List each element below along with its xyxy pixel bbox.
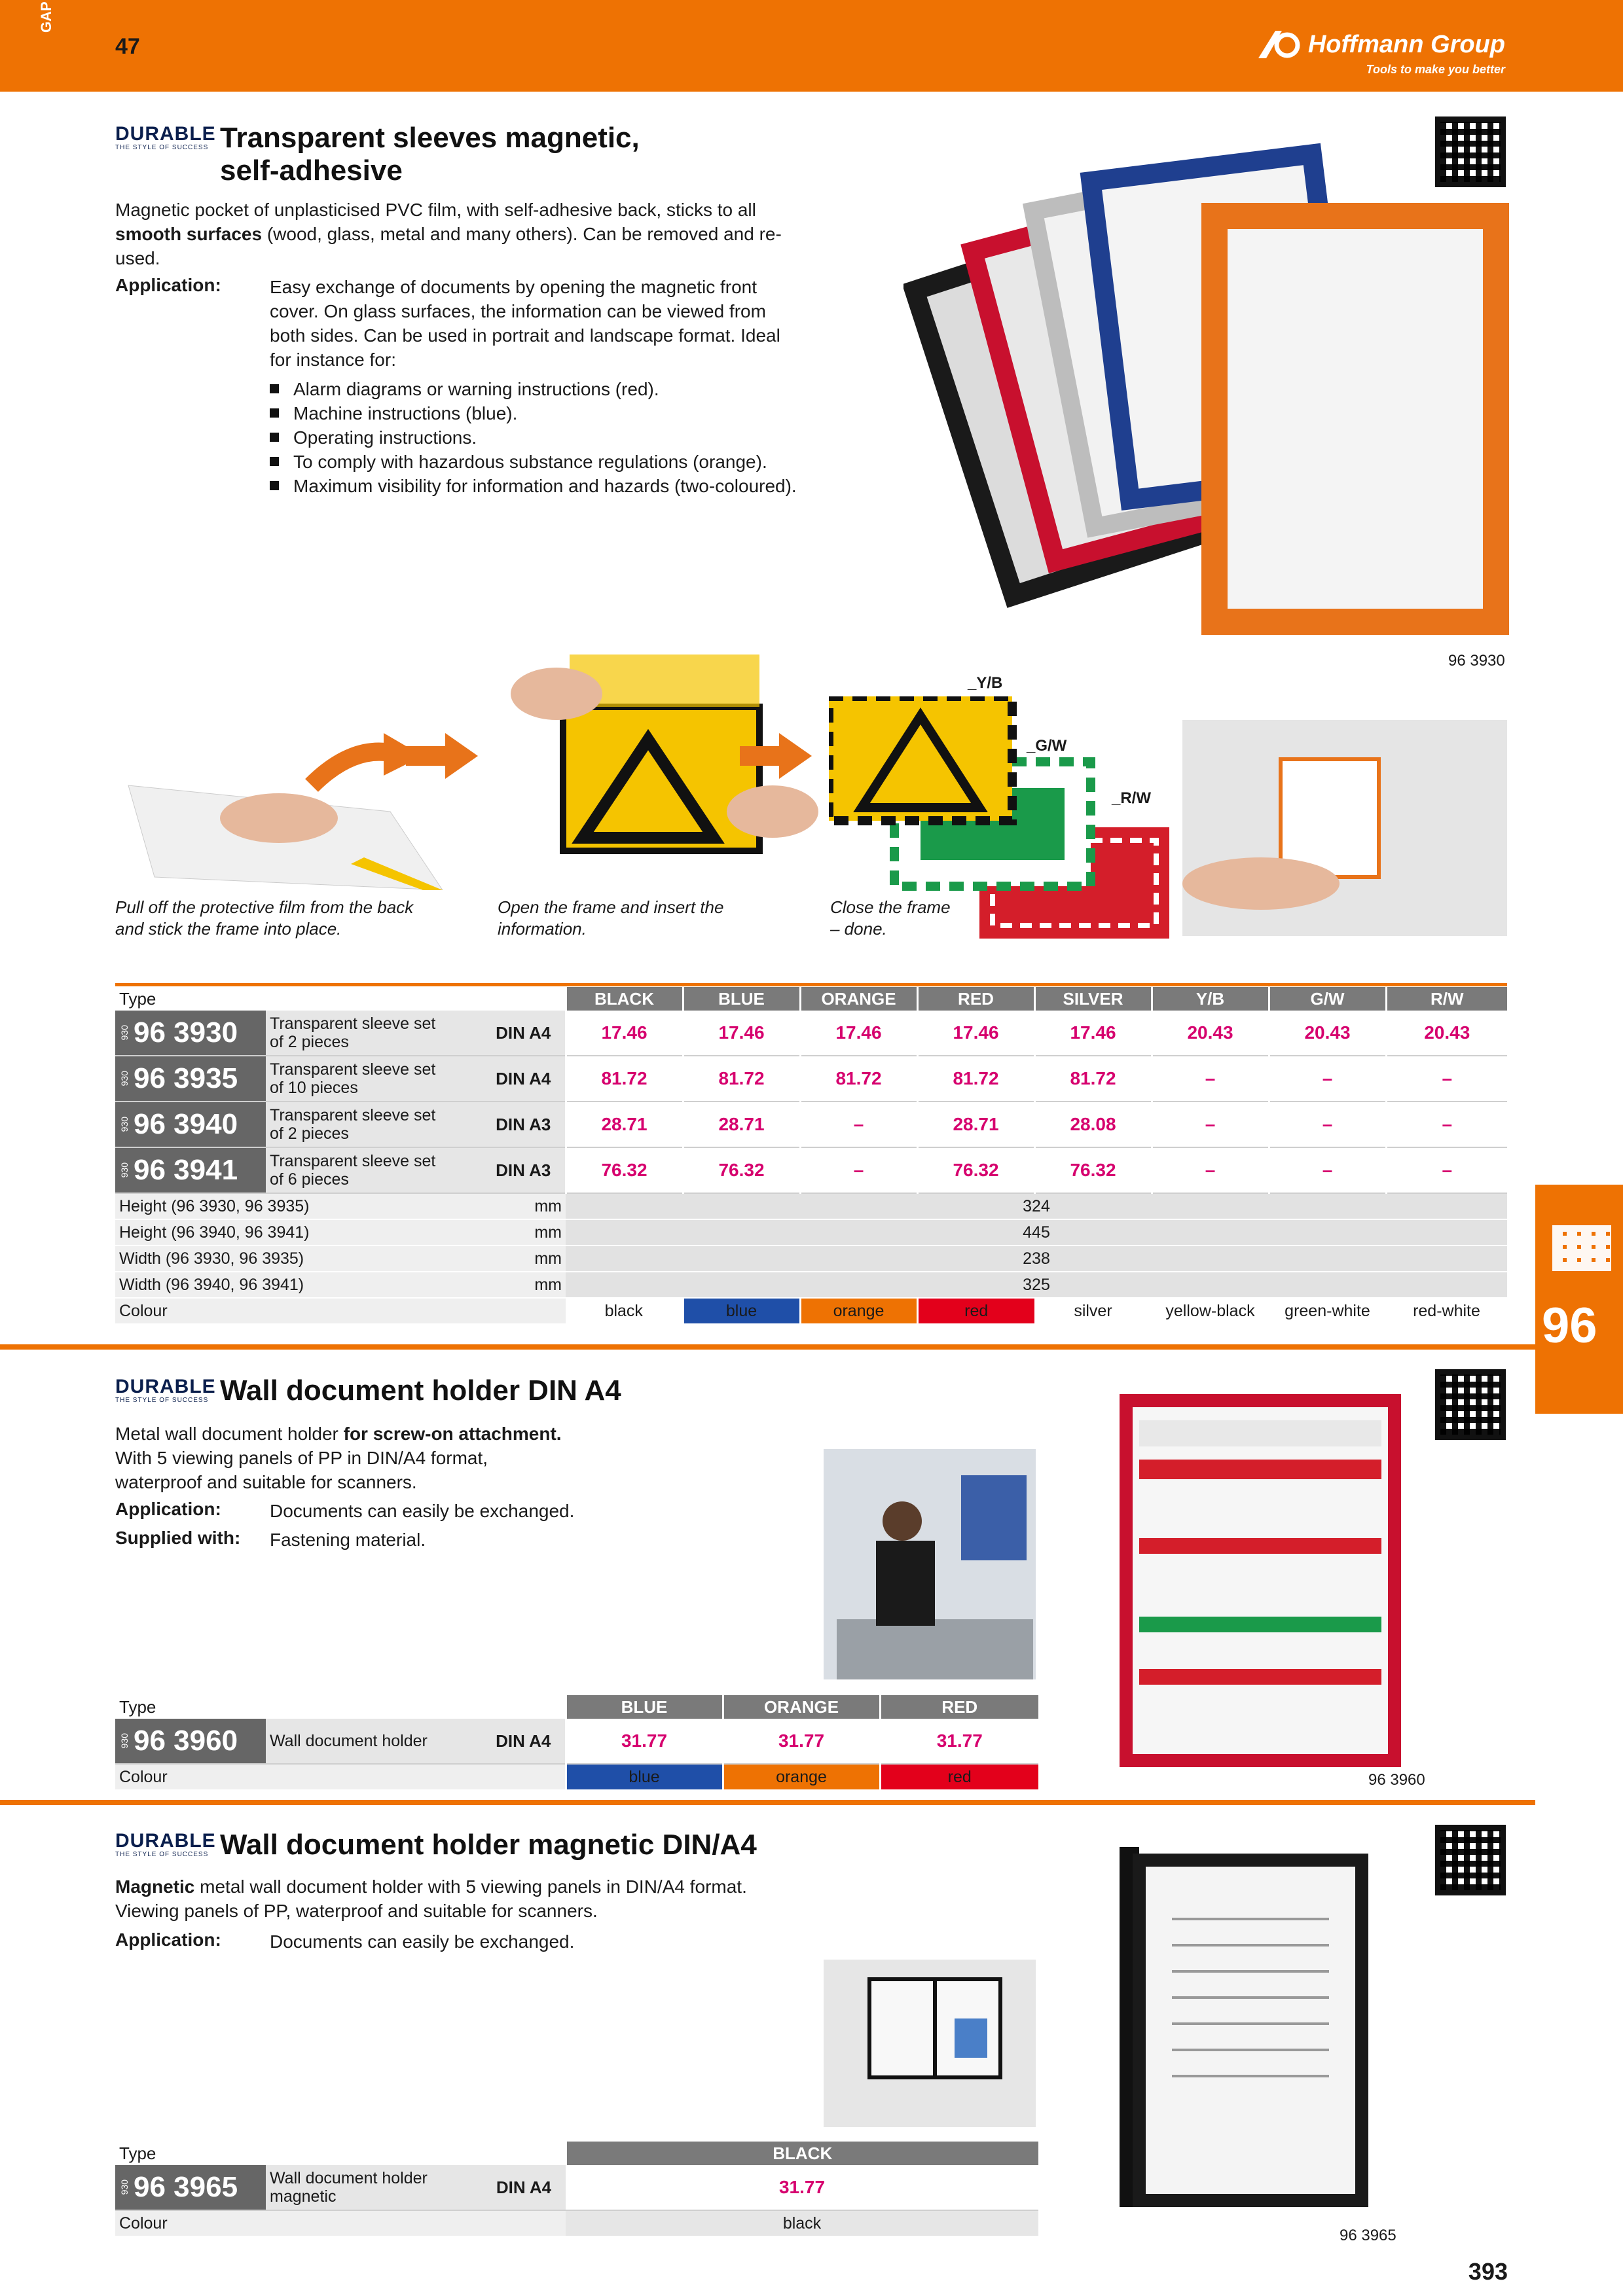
wall-holder-image [1113, 1381, 1408, 1774]
section1-application-text: Easy exchange of documents by opening the magnetic front cover. On glass surfaces, the information can be viewed from both sides. Can be used in portrait and landscape format. Ideal for instance for: [270, 277, 780, 370]
table-row: Width (96 3940, 96 3941) mm 325 [115, 1272, 1507, 1298]
table-header-row: Type BLACK [115, 2142, 1038, 2165]
section3-application-text: Documents can easily be exchanged. [270, 1931, 575, 1952]
section2-application-text: Documents can easily be exchanged. [270, 1501, 575, 1521]
section3-title: Wall document holder magnetic DIN/A4 [220, 1829, 757, 1861]
article-number[interactable]: 96 3941 [134, 1154, 238, 1186]
section-rule [0, 1344, 1535, 1350]
qr-code[interactable] [1435, 1825, 1506, 1895]
durable-slogan: THE STYLE OF SUCCESS [115, 144, 209, 151]
image-ref: 96 3965 [1340, 2227, 1396, 2244]
section-rule [115, 983, 1507, 986]
durable-name: DURABLE [115, 123, 216, 145]
list-item: Machine instructions (blue). [270, 401, 820, 425]
table-row: 930 96 3965 Wall document holder magnetic DIN A4 31.77 [115, 2165, 1038, 2210]
table-row: Height (96 3930, 96 3935) mm 324 [115, 1193, 1507, 1219]
variant-label-rw: _R/W [1112, 789, 1151, 807]
section-rule [0, 1800, 1535, 1805]
section3-intro: Magnetic metal wall document holder with 5 viewing panels in DIN/A4 format. Viewing panels of PP, waterproof and suitable for scanners. [115, 1876, 747, 1921]
article-number[interactable]: 96 3960 [134, 1725, 238, 1757]
step3-caption: Close the frame – done. [830, 897, 951, 939]
section1-title-line2: self-adhesive [220, 154, 403, 187]
table-row: Colour black blue orange red silver yellow-black green-white red-white [115, 1298, 1507, 1323]
brand-name: Hoffmann Group [1307, 30, 1505, 58]
image-ref: 96 3930 [1448, 652, 1505, 670]
step4-image [1182, 720, 1507, 936]
section-tab[interactable] [1535, 1185, 1623, 1414]
page-number-left: 47 [115, 34, 140, 59]
magnetic-holder-image [1106, 1840, 1421, 2220]
page-number-right: 393 [1468, 2258, 1508, 2285]
product-table-1 [115, 987, 1507, 1323]
hoffmann-logo [1256, 25, 1505, 64]
durable-logo: DURABLE THE STYLE OF SUCCESS [115, 1830, 216, 1858]
section3-application-label: Application: [115, 1929, 221, 1950]
table-header-row: Type BLUE ORANGE RED [115, 1695, 1038, 1719]
section2-supplied-label: Supplied with: [115, 1528, 241, 1548]
section2-title: Wall document holder DIN A4 [220, 1374, 621, 1407]
variant-label-yb: _Y/B [968, 674, 1003, 692]
section1-intro: Magnetic pocket of unplasticised PVC film, with self-adhesive back, sticks to all smooth surfaces (wood, glass, metal and many others). Can be removed and re-used. [115, 200, 782, 268]
table-row: 930 96 3941 Transparent sleeve set of 6 pieces DIN A3 76.32 76.32 – 76.32 76.32 – – – [115, 1147, 1507, 1193]
hoffmann-logo-icon [1256, 28, 1302, 61]
variant-label-gw: _G/W [1027, 737, 1067, 755]
section1-title-line1: Transparent sleeves magnetic, [220, 122, 640, 154]
table-row: 930 96 3930 Transparent sleeve set of 2 pieces DIN A4 17.46 17.46 17.46 17.46 17.46 20.43 20.43 20.43 [115, 1011, 1507, 1056]
section1-application-label: Application: [115, 275, 221, 295]
list-item: To comply with hazardous substance regulations (orange). [270, 450, 820, 474]
list-item: Alarm diagrams or warning instructions (red). [270, 377, 820, 401]
table-row: Colour black [115, 2210, 1038, 2236]
side-tag: GAP [38, 1, 54, 33]
image-ref: 96 3960 [1368, 1771, 1425, 1789]
durable-logo: DURABLE THE STYLE OF SUCCESS [115, 1376, 216, 1404]
step1-image [115, 694, 469, 890]
brand-tagline: Tools to make you better [1366, 63, 1505, 76]
article-number[interactable]: 96 3935 [134, 1062, 238, 1094]
table-row: Colour blue orange red [115, 1764, 1038, 1789]
section2-supplied-text: Fastening material. [270, 1530, 426, 1550]
durable-logo [115, 124, 216, 151]
step2-caption: Open the frame and insert the information. [498, 897, 724, 939]
table-header-row: Type BLACK BLUE ORANGE RED SILVER Y/B G/W R/W [115, 987, 1507, 1011]
section2-intro: Metal wall document holder for screw-on attachment. With 5 viewing panels of PP in DIN/A4 format, waterproof and suitable for scanners. [115, 1424, 562, 1492]
step1-caption: Pull off the protective film from the back and stick the frame into place. [115, 897, 414, 939]
article-number[interactable]: 96 3965 [134, 2171, 238, 2203]
qr-code[interactable] [1435, 1369, 1506, 1440]
product-table-2 [115, 1695, 1038, 1789]
table-row: 930 96 3935 Transparent sleeve set of 10 pieces DIN A4 81.72 81.72 81.72 81.72 81.72 – – – [115, 1056, 1507, 1102]
arrow-icon [740, 733, 812, 779]
sleeve-frames-image [903, 131, 1519, 655]
magnetic-holder-photo [824, 1960, 1036, 2127]
grid-icon [1552, 1225, 1611, 1271]
list-item: Operating instructions. [270, 425, 820, 450]
list-item: Maximum visibility for information and hazards (two-coloured). [270, 474, 820, 498]
section2-application-label: Application: [115, 1499, 221, 1519]
table-row: 930 96 3940 Transparent sleeve set of 2 pieces DIN A3 28.71 28.71 – 28.71 28.08 – – – [115, 1102, 1507, 1147]
section-tab-number: 96 [1542, 1298, 1597, 1354]
article-number[interactable]: 96 3930 [134, 1016, 238, 1049]
section1-title [220, 122, 640, 187]
table-row: 930 96 3960 Wall document holder DIN A4 31.77 31.77 31.77 [115, 1719, 1038, 1764]
product-table-3 [115, 2142, 1038, 2236]
article-number[interactable]: 96 3940 [134, 1108, 238, 1140]
table-row: Height (96 3940, 96 3941) mm 445 [115, 1219, 1507, 1246]
wall-holder-photo [824, 1449, 1036, 1679]
table-row: Width (96 3930, 96 3935) mm 238 [115, 1246, 1507, 1272]
arrow-icon [406, 733, 478, 779]
section1-bullet-list [270, 377, 820, 498]
